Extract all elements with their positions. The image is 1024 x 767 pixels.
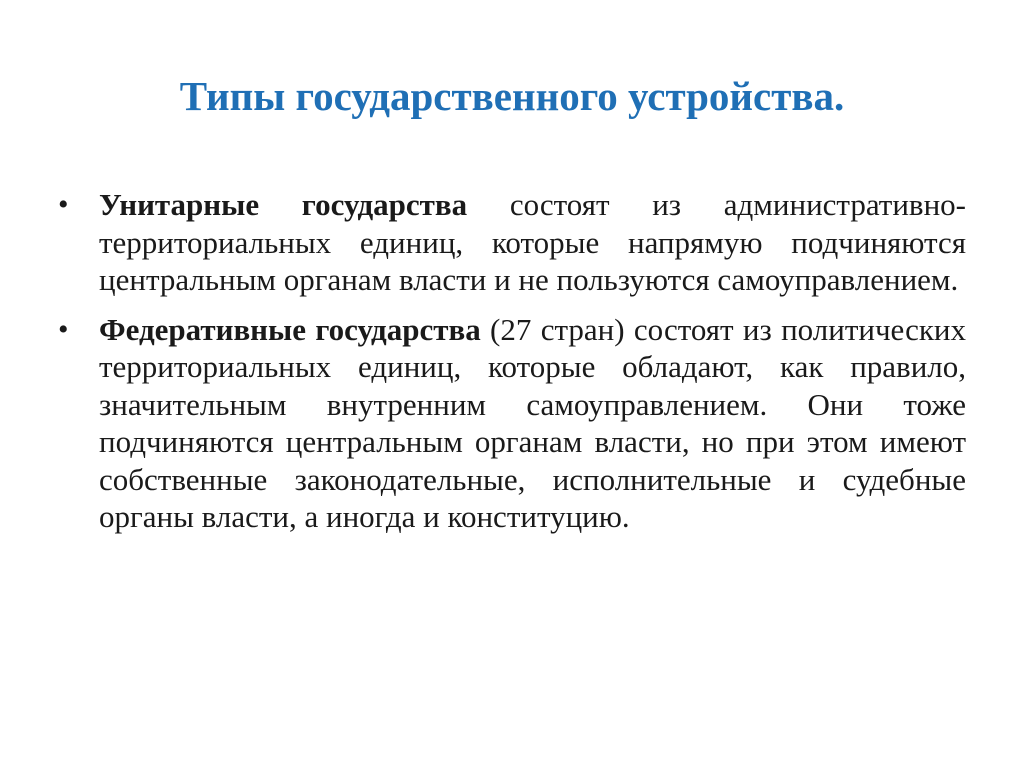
bullet-item-federal bbox=[58, 311, 966, 536]
bullet-text bbox=[99, 311, 966, 536]
bullet-term: Федеративные государства bbox=[99, 311, 481, 347]
bullet-list bbox=[58, 186, 966, 548]
bullet-dot-icon: • bbox=[58, 188, 69, 221]
bullet-item-unitary bbox=[58, 186, 966, 299]
bullet-dot-icon: • bbox=[58, 312, 69, 346]
bullet-term: Унитарные государства bbox=[99, 187, 468, 222]
bullet-description: состоят из административно- территориальных единиц, которые напрямую подчиняются центральным органам власти и не пользуются самоуправлением. bbox=[99, 187, 966, 297]
bullet-description: (27 стран) состоят из политических территориальных единиц, которые обладают, как правило, значительным внутренним самоуправлением. Они тоже подчиняются центральным органам власти, но при этом имеют собственные законодательные, исполнительные и судебные органы власти, а иногда и конституцию. bbox=[99, 311, 966, 534]
bullet-text bbox=[99, 186, 966, 299]
slide-title: Типы государственного устройства. bbox=[179, 73, 845, 119]
